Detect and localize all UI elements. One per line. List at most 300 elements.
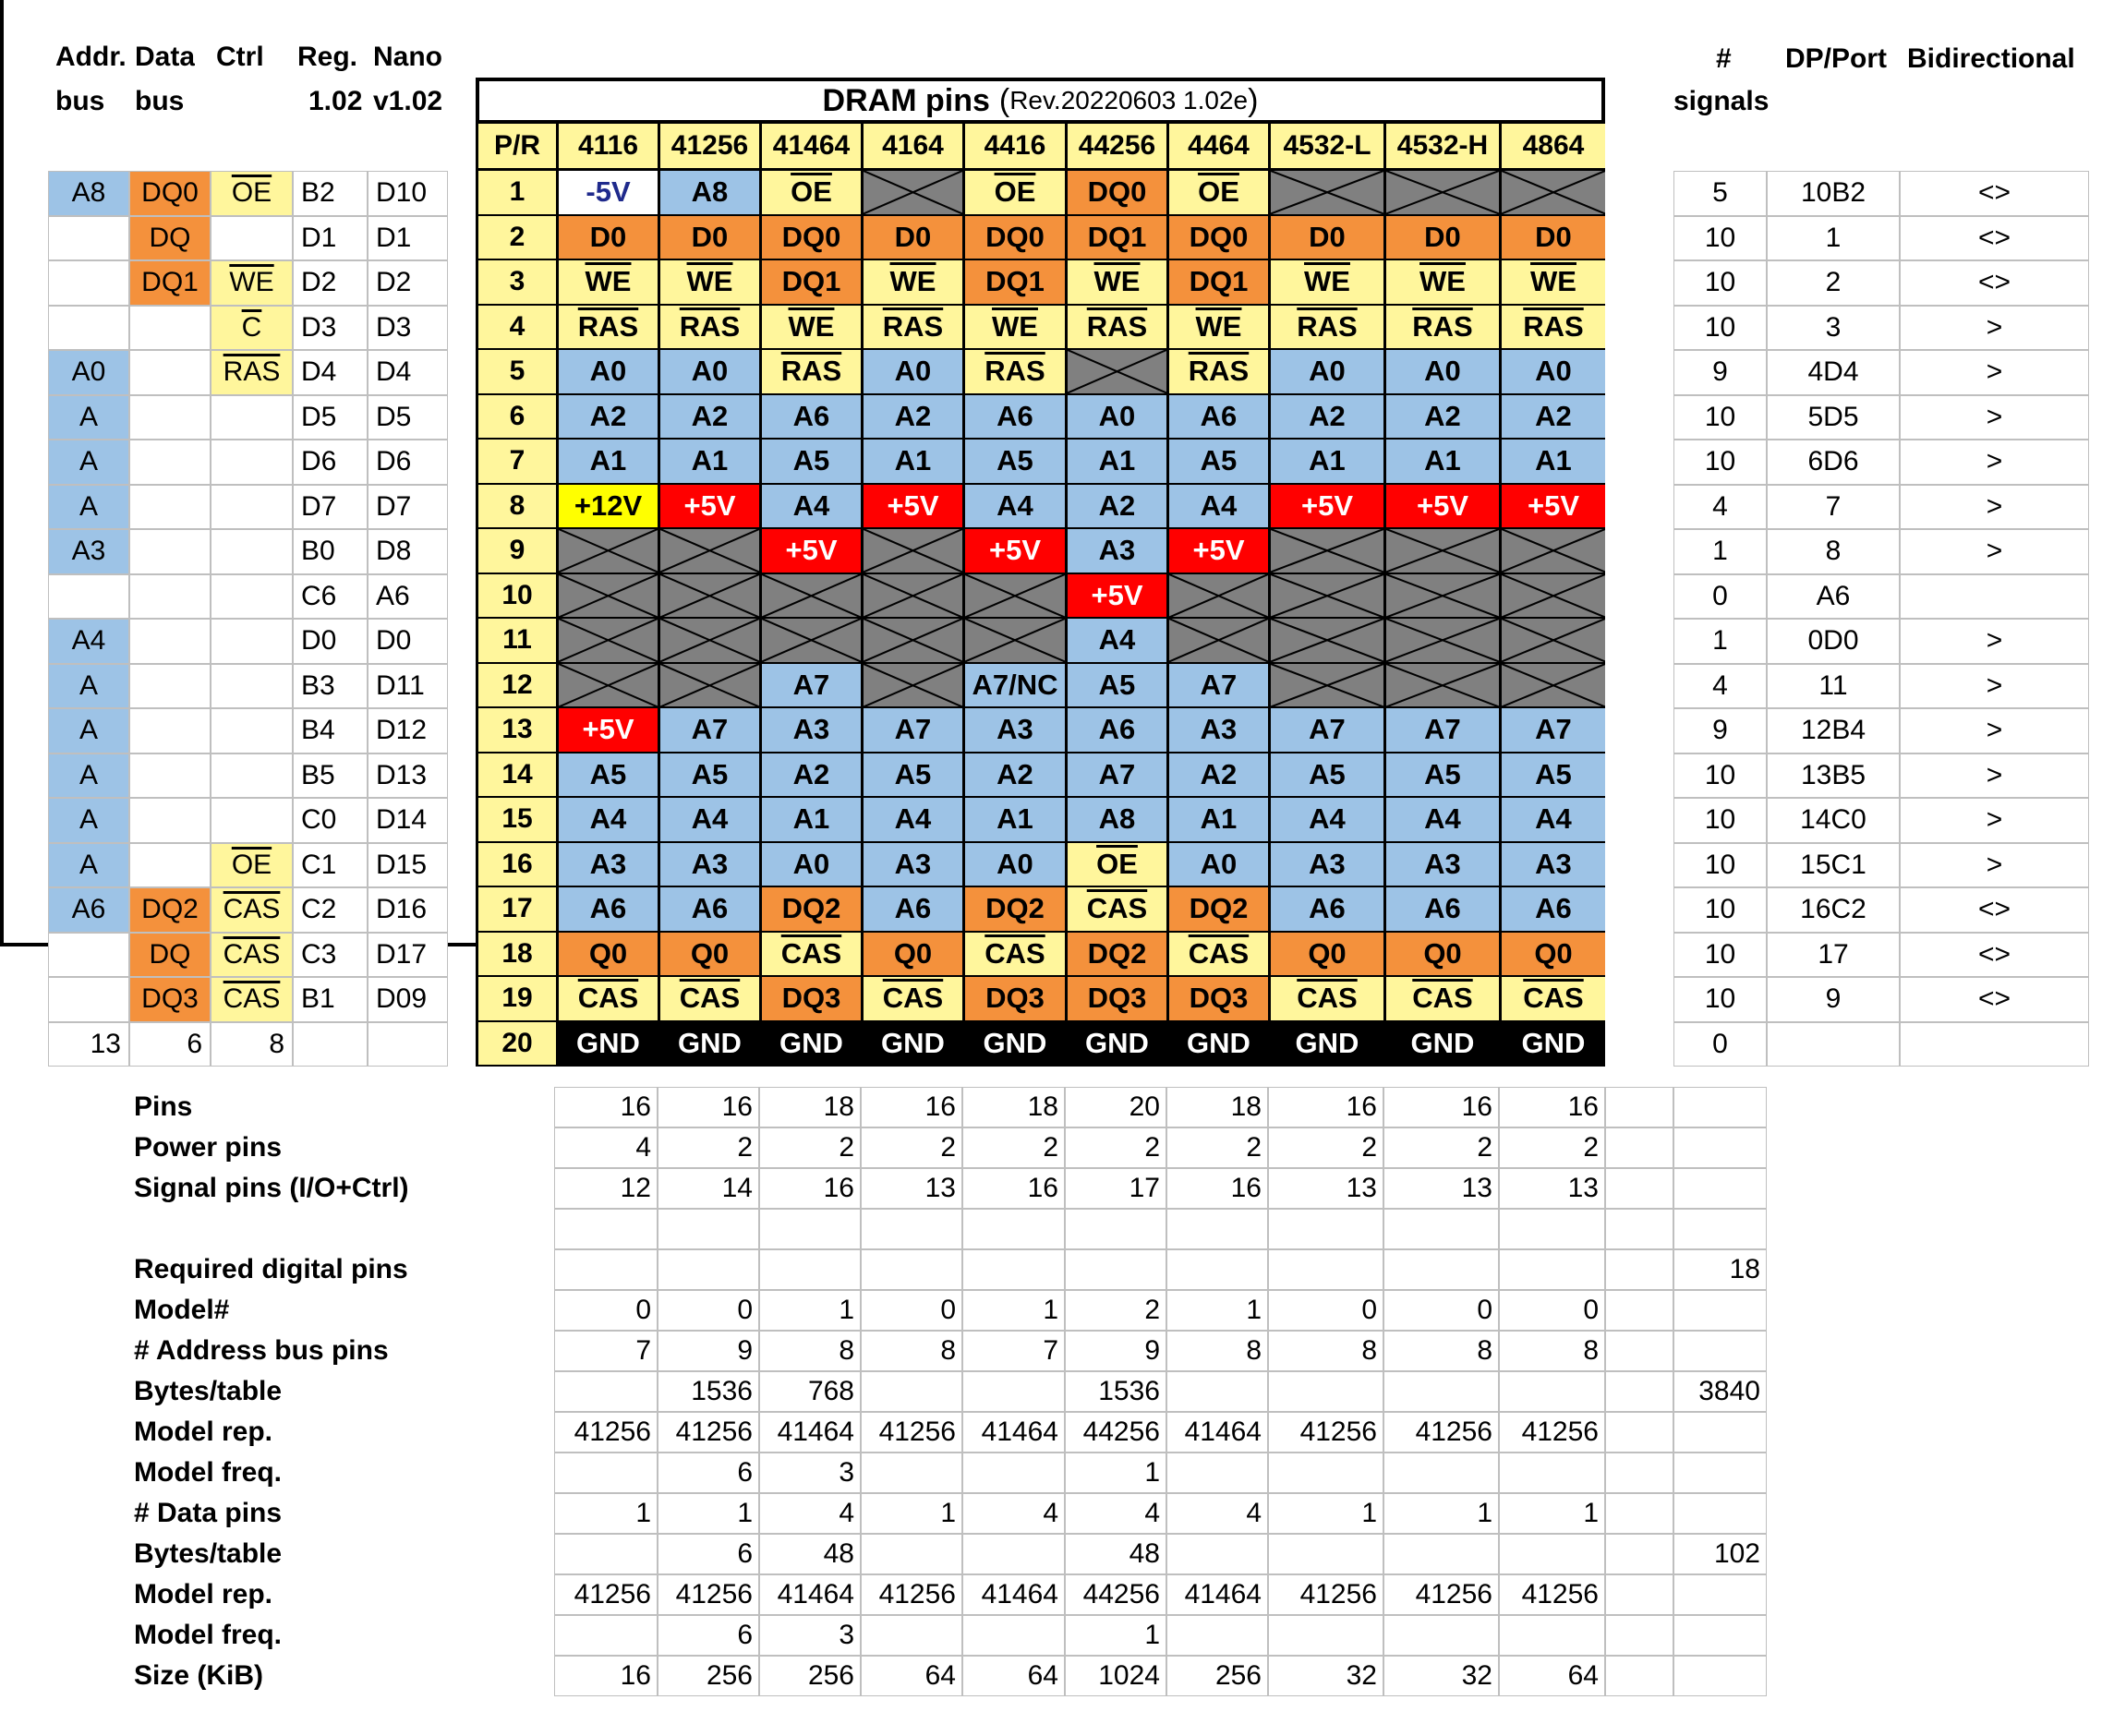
stats-value-cell <box>1065 1453 1166 1493</box>
right-table-cell <box>1673 664 1767 709</box>
stats-value-cell <box>1166 1290 1268 1331</box>
cell-text: $\overline{WE}$ <box>788 309 835 343</box>
pin-signal-cell <box>1499 977 1605 1022</box>
right-table-cell <box>1673 977 1767 1022</box>
cell-text: $\overline{CAS}$ <box>223 894 281 925</box>
pin-signal-cell <box>962 977 1065 1022</box>
pin-signal-cell <box>556 977 658 1022</box>
stats-value-cell <box>1673 1534 1767 1574</box>
cell-text: 10 <box>1704 311 1736 343</box>
pin-signal-cell <box>658 843 759 888</box>
stats-value-cell <box>759 1412 861 1453</box>
cell-text: 256 <box>706 1660 753 1691</box>
cell-text: $\overline{RAS}$ <box>882 309 944 343</box>
stats-value-cell <box>1673 1371 1767 1412</box>
pin-signal-cell <box>1499 933 1605 978</box>
no-connect-cell <box>1268 664 1383 709</box>
stats-value-cell <box>1673 1493 1767 1534</box>
stats-value-cell <box>962 1615 1065 1656</box>
no-connect-cell <box>658 529 759 574</box>
pin-signal-cell <box>1499 260 1605 306</box>
left-table-cell <box>211 350 293 395</box>
cell-text: Bytes/table <box>134 1376 283 1406</box>
left-table-cell <box>48 708 129 753</box>
title-main: DRAM pins <box>822 82 990 118</box>
cell-text: 4 <box>839 1498 854 1528</box>
cell-text: 6 <box>187 1028 202 1059</box>
pin-signal-cell <box>1166 306 1268 351</box>
pin-number <box>476 619 556 664</box>
right-table-cell <box>1767 395 1900 440</box>
stats-value-cell <box>1268 1574 1383 1615</box>
right-table-cell <box>1673 843 1767 888</box>
stats-value-cell <box>861 1127 962 1168</box>
cell-text: $\overline{OE}$ <box>994 175 1036 209</box>
cell-text: 1 <box>1583 1498 1599 1528</box>
stats-value-cell <box>759 1209 861 1249</box>
cell-text: A3 <box>1098 534 1136 567</box>
left-table-cell <box>129 440 211 485</box>
left-table-cell <box>293 977 368 1022</box>
pin-signal-cell <box>1383 216 1499 261</box>
pin-number <box>476 843 556 888</box>
pin-signal-cell <box>1383 350 1499 395</box>
pin-number <box>476 574 556 620</box>
pin-signal-cell <box>962 306 1065 351</box>
stats-value-cell <box>962 1209 1065 1249</box>
stats-value-cell <box>1673 1453 1767 1493</box>
right-table-cell <box>1767 933 1900 978</box>
pin-signal-cell <box>1383 260 1499 306</box>
cell-text: GND <box>1085 1026 1149 1059</box>
cell-text: D09 <box>376 983 428 1015</box>
cell-text: DQ1 <box>781 265 841 298</box>
stats-value-cell <box>962 1574 1065 1615</box>
header-left-label <box>373 81 442 122</box>
cell-text: 41256 <box>574 1417 651 1447</box>
pin-signal-cell <box>861 798 962 843</box>
cell-text: D17 <box>376 938 428 970</box>
cell-text: 1 <box>737 1498 753 1528</box>
cell-text: 1 <box>1712 625 1728 657</box>
left-table-cell <box>48 798 129 843</box>
cell-text: 41256 <box>878 1579 956 1609</box>
cell-text: A5 <box>1535 757 1572 790</box>
pin-signal-cell <box>759 753 861 799</box>
right-table-cell <box>1673 395 1767 440</box>
cell-text: 0 <box>1712 1028 1728 1059</box>
right-table-cell <box>1900 843 2089 888</box>
stats-value-cell <box>861 1331 962 1371</box>
cell-text: 4 <box>509 310 525 342</box>
no-connect-x-icon <box>1068 350 1166 393</box>
cell-text: A6 <box>376 580 410 611</box>
stats-value-cell <box>1605 1371 1673 1412</box>
right-table-cell <box>1900 933 2089 978</box>
stats-value-cell <box>554 1371 658 1412</box>
stats-value-cell <box>962 1534 1065 1574</box>
cell-text: 13 <box>1567 1173 1599 1203</box>
right-table-cell <box>1767 306 1900 351</box>
pin-signal-cell <box>759 664 861 709</box>
stats-value-cell <box>1605 1168 1673 1209</box>
cell-text: 16 <box>823 1173 854 1203</box>
cell-text: 1 <box>839 1295 854 1325</box>
pin-signal-cell <box>1383 753 1499 799</box>
right-table-cell <box>1767 574 1900 620</box>
stats-value-cell <box>1065 1656 1166 1696</box>
left-table-cell <box>293 798 368 843</box>
cell-text: D5 <box>301 401 337 432</box>
chip-column-header <box>1065 124 1166 171</box>
cell-text: 10B2 <box>1800 177 1866 209</box>
cell-text: D10 <box>376 177 428 209</box>
pin-signal-cell <box>556 260 658 306</box>
cell-text: $\overline{CAS}$ <box>1188 936 1250 970</box>
pin-signal-cell <box>962 440 1065 485</box>
cell-text: Q0 <box>1423 936 1462 970</box>
pin-signal-cell <box>861 485 962 530</box>
right-table-cell <box>1767 619 1900 664</box>
stats-value-cell <box>1166 1493 1268 1534</box>
cell-text: 15 <box>501 803 533 835</box>
cell-text: 10 <box>1704 222 1736 253</box>
stats-value-cell <box>861 1249 962 1290</box>
stats-value-cell <box>1605 1249 1673 1290</box>
cell-text: 0 <box>1477 1295 1492 1325</box>
stats-value-cell <box>554 1453 658 1493</box>
right-table-cell <box>1767 1022 1900 1067</box>
cell-text: 1 <box>1043 1295 1058 1325</box>
cell-text: 4532-L <box>1283 130 1371 161</box>
cell-text: C0 <box>301 804 337 836</box>
cell-text: A0 <box>691 355 729 388</box>
no-connect-x-icon <box>559 664 658 707</box>
right-table-cell <box>1767 977 1900 1022</box>
pin-signal-cell <box>759 440 861 485</box>
no-connect-x-icon <box>1502 171 1605 214</box>
left-table-cell <box>129 395 211 440</box>
right-table-cell <box>1673 260 1767 306</box>
cell-text: D5 <box>376 401 412 432</box>
stats-row-label <box>134 1615 282 1656</box>
no-connect-x-icon <box>1502 619 1605 662</box>
cell-text: <> <box>1977 983 2011 1015</box>
cell-text: D0 <box>1424 220 1461 253</box>
cell-text: A8 <box>1098 802 1136 836</box>
pin-number <box>476 664 556 709</box>
pin-signal-cell <box>759 171 861 216</box>
cell-text: 12 <box>501 669 533 700</box>
stats-value-cell <box>1383 1534 1499 1574</box>
stats-value-cell <box>658 1574 759 1615</box>
stats-value-cell <box>554 1534 658 1574</box>
no-connect-cell <box>861 619 962 664</box>
left-table-cell <box>129 753 211 799</box>
pin-signal-cell <box>1268 216 1383 261</box>
cell-text: 41256 <box>878 1417 956 1447</box>
cell-text: DQ <box>149 938 191 970</box>
right-table-cell <box>1767 171 1900 216</box>
cell-text: A5 <box>997 444 1033 477</box>
left-table-cell <box>129 260 211 306</box>
cell-text: A5 <box>1200 444 1238 477</box>
cell-text: 5D5 <box>1807 401 1859 432</box>
no-connect-x-icon <box>864 529 962 573</box>
pin-signal-cell <box>1065 753 1166 799</box>
right-table-cell <box>1767 887 1900 933</box>
stats-value-cell <box>1605 1412 1673 1453</box>
cell-text: # <box>1716 43 1732 74</box>
header-right-label <box>1673 81 1769 122</box>
cell-text: A6 <box>1816 580 1851 611</box>
cell-text: A1 <box>1309 444 1346 477</box>
no-connect-cell <box>556 529 658 574</box>
cell-text: 16 <box>620 1660 651 1691</box>
cell-text: A4 <box>1200 488 1238 522</box>
cell-text: 41464 <box>981 1579 1058 1609</box>
pin-signal-cell <box>1065 708 1166 753</box>
cell-text: $\overline{OE}$ <box>231 849 272 880</box>
left-table-cell <box>368 395 448 440</box>
cell-text: 4116 <box>577 130 639 161</box>
pin-signal-cell <box>658 798 759 843</box>
cell-text: A7 <box>1098 757 1136 790</box>
stats-value-cell <box>1065 1574 1166 1615</box>
pin-signal-cell <box>1268 753 1383 799</box>
cell-text: $\overline{WE}$ <box>1419 265 1466 298</box>
stats-value-cell <box>759 1087 861 1127</box>
cell-text: A2 <box>997 757 1033 790</box>
stats-value-cell <box>1383 1249 1499 1290</box>
pin-signal-cell <box>1383 933 1499 978</box>
left-table-cell <box>48 260 129 306</box>
pin-signal-cell <box>1065 619 1166 664</box>
left-table-cell <box>293 440 368 485</box>
stats-value-cell <box>658 1087 759 1127</box>
stats-value-cell <box>759 1371 861 1412</box>
pin-signal-cell <box>658 350 759 395</box>
stats-value-cell <box>1605 1087 1673 1127</box>
cell-text: A3 <box>589 847 627 880</box>
right-table-cell <box>1900 798 2089 843</box>
cell-text: $\overline{RAS}$ <box>223 356 281 388</box>
no-connect-cell <box>1499 529 1605 574</box>
cell-text: C3 <box>301 938 337 970</box>
stats-value-cell <box>962 1168 1065 1209</box>
cell-text: $\overline{RAS}$ <box>1297 309 1358 343</box>
cell-text: $\overline{WE}$ <box>1093 265 1141 298</box>
left-table-cell <box>129 843 211 888</box>
cell-text: 1 <box>940 1498 956 1528</box>
left-table-cell <box>293 306 368 351</box>
stats-value-cell <box>1383 1371 1499 1412</box>
right-table-cell <box>1767 708 1900 753</box>
cell-text: 3 <box>839 1620 854 1650</box>
pin-row-header <box>476 124 556 171</box>
left-table-cell <box>293 843 368 888</box>
cell-text: A2 <box>1098 488 1136 522</box>
cell-text: GND <box>779 1026 843 1059</box>
header-right-label <box>1785 39 1887 79</box>
no-connect-cell <box>1499 171 1605 216</box>
cell-text: A7/NC <box>972 668 1058 701</box>
pin-signal-cell <box>658 216 759 261</box>
cell-text: 7 <box>1043 1335 1058 1366</box>
cell-text: B2 <box>301 177 335 209</box>
cell-text: $\overline{WE}$ <box>1530 265 1576 298</box>
no-connect-x-icon <box>559 619 658 662</box>
left-table-cell <box>48 753 129 799</box>
stats-value-cell <box>1166 1168 1268 1209</box>
stats-row-label <box>134 1331 389 1371</box>
cell-text: DQ2 <box>1087 936 1147 970</box>
cell-text: A6 <box>71 894 106 925</box>
cell-text: bus <box>55 86 105 116</box>
stats-value-cell <box>1605 1534 1673 1574</box>
stats-row-label <box>134 1371 282 1412</box>
cell-text: 0D0 <box>1807 625 1859 657</box>
stats-value-cell <box>1268 1493 1383 1534</box>
stats-value-cell <box>1383 1087 1499 1127</box>
cell-text: 11 <box>1818 669 1848 701</box>
right-table-cell <box>1673 440 1767 485</box>
cell-text: 4 <box>635 1132 651 1163</box>
stats-value-cell <box>658 1127 759 1168</box>
no-connect-x-icon <box>1386 619 1499 662</box>
no-connect-cell <box>1499 619 1605 664</box>
cell-text: 0 <box>635 1295 651 1325</box>
cell-text: $\overline{CAS}$ <box>1297 982 1358 1015</box>
cell-text: GND <box>678 1026 742 1059</box>
left-table-cell <box>129 171 211 216</box>
right-table-cell <box>1767 664 1900 709</box>
pin-signal-cell <box>556 306 658 351</box>
stats-value-cell <box>962 1412 1065 1453</box>
cell-text: 2 <box>737 1132 753 1163</box>
no-connect-cell <box>1499 664 1605 709</box>
pin-signal-cell <box>1268 306 1383 351</box>
stats-value-cell <box>1065 1493 1166 1534</box>
pin-signal-cell <box>861 260 962 306</box>
stats-value-cell <box>1673 1168 1767 1209</box>
left-table-cell <box>129 933 211 978</box>
cell-text: 16 <box>721 1091 753 1122</box>
left-table-cell <box>48 933 129 978</box>
cell-text: 4864 <box>1522 130 1585 161</box>
pin-signal-cell <box>861 395 962 440</box>
pin-signal-cell <box>1065 887 1166 933</box>
left-table-cell <box>48 843 129 888</box>
pin-signal-cell <box>759 887 861 933</box>
cell-text: D0 <box>376 625 412 657</box>
stats-value-cell <box>658 1412 759 1453</box>
cell-text: A <box>79 669 98 701</box>
right-table-cell <box>1673 933 1767 978</box>
stats-value-cell <box>554 1331 658 1371</box>
stats-value-cell <box>1383 1453 1499 1493</box>
pin-signal-cell <box>658 933 759 978</box>
left-table-cell <box>368 260 448 306</box>
pin-signal-cell <box>759 216 861 261</box>
left-table-cell <box>211 708 293 753</box>
chip-column-header <box>962 124 1065 171</box>
stats-value-cell <box>1065 1209 1166 1249</box>
pin-signal-cell <box>1383 798 1499 843</box>
cell-text: 0 <box>737 1295 753 1325</box>
stats-value-cell <box>554 1168 658 1209</box>
stats-value-cell <box>1268 1534 1383 1574</box>
cell-text: $\overline{CAS}$ <box>780 936 842 970</box>
stats-value-cell <box>759 1453 861 1493</box>
left-table-cell <box>211 843 293 888</box>
cell-text: D4 <box>301 356 337 388</box>
left-table-cell <box>129 306 211 351</box>
cell-text: Addr. <box>55 42 127 72</box>
cell-text: Model# <box>134 1295 230 1325</box>
stats-row-label <box>134 1656 263 1696</box>
title-paren: ) <box>1248 82 1259 118</box>
stats-value-cell <box>861 1412 962 1453</box>
pin-signal-cell <box>1166 887 1268 933</box>
cell-text: D3 <box>301 311 337 343</box>
cell-text: A3 <box>792 713 830 746</box>
pin-signal-cell <box>1499 485 1605 530</box>
left-table-cell <box>211 260 293 306</box>
cell-text: A6 <box>1424 892 1461 925</box>
cell-text: 32 <box>1346 1660 1377 1691</box>
cell-text: 1 <box>1825 222 1842 253</box>
cell-text: Ctrl <box>216 42 264 72</box>
no-connect-cell <box>556 619 658 664</box>
cell-text: A <box>79 401 98 432</box>
header-left-label <box>55 81 104 122</box>
stats-value-cell <box>861 1453 962 1493</box>
cell-text: 11 <box>502 624 532 656</box>
right-table-cell <box>1673 216 1767 261</box>
cell-text: 2 <box>1246 1132 1262 1163</box>
cell-text: 2 <box>1825 267 1842 298</box>
pin-signal-cell <box>658 485 759 530</box>
cell-text: 3 <box>1825 311 1842 343</box>
stats-value-cell <box>1605 1574 1673 1615</box>
cell-text: 16 <box>1346 1091 1377 1122</box>
cell-text: > <box>1986 759 2003 790</box>
right-table-cell <box>1900 395 2089 440</box>
no-connect-x-icon <box>1271 171 1383 214</box>
chip-column-header <box>861 124 962 171</box>
cell-text: +5V <box>683 488 736 522</box>
left-table-cell <box>368 843 448 888</box>
left-table-cell <box>293 574 368 620</box>
cell-text: 0 <box>1583 1295 1599 1325</box>
stats-value-cell <box>759 1249 861 1290</box>
no-connect-x-icon <box>660 664 759 707</box>
pin-signal-cell <box>1383 843 1499 888</box>
cell-text: 16 <box>924 1091 956 1122</box>
cell-text: 1536 <box>691 1376 753 1406</box>
pin-number <box>476 395 556 440</box>
left-table-cell <box>48 171 129 216</box>
left-table-cell <box>293 1022 368 1067</box>
cell-text: D1 <box>301 222 337 253</box>
pin-signal-cell <box>1065 529 1166 574</box>
cell-text: 1 <box>509 176 525 208</box>
left-table-cell <box>368 216 448 261</box>
cell-text: +5V <box>1416 488 1469 522</box>
right-table-cell <box>1673 350 1767 395</box>
left-table-cell <box>48 887 129 933</box>
